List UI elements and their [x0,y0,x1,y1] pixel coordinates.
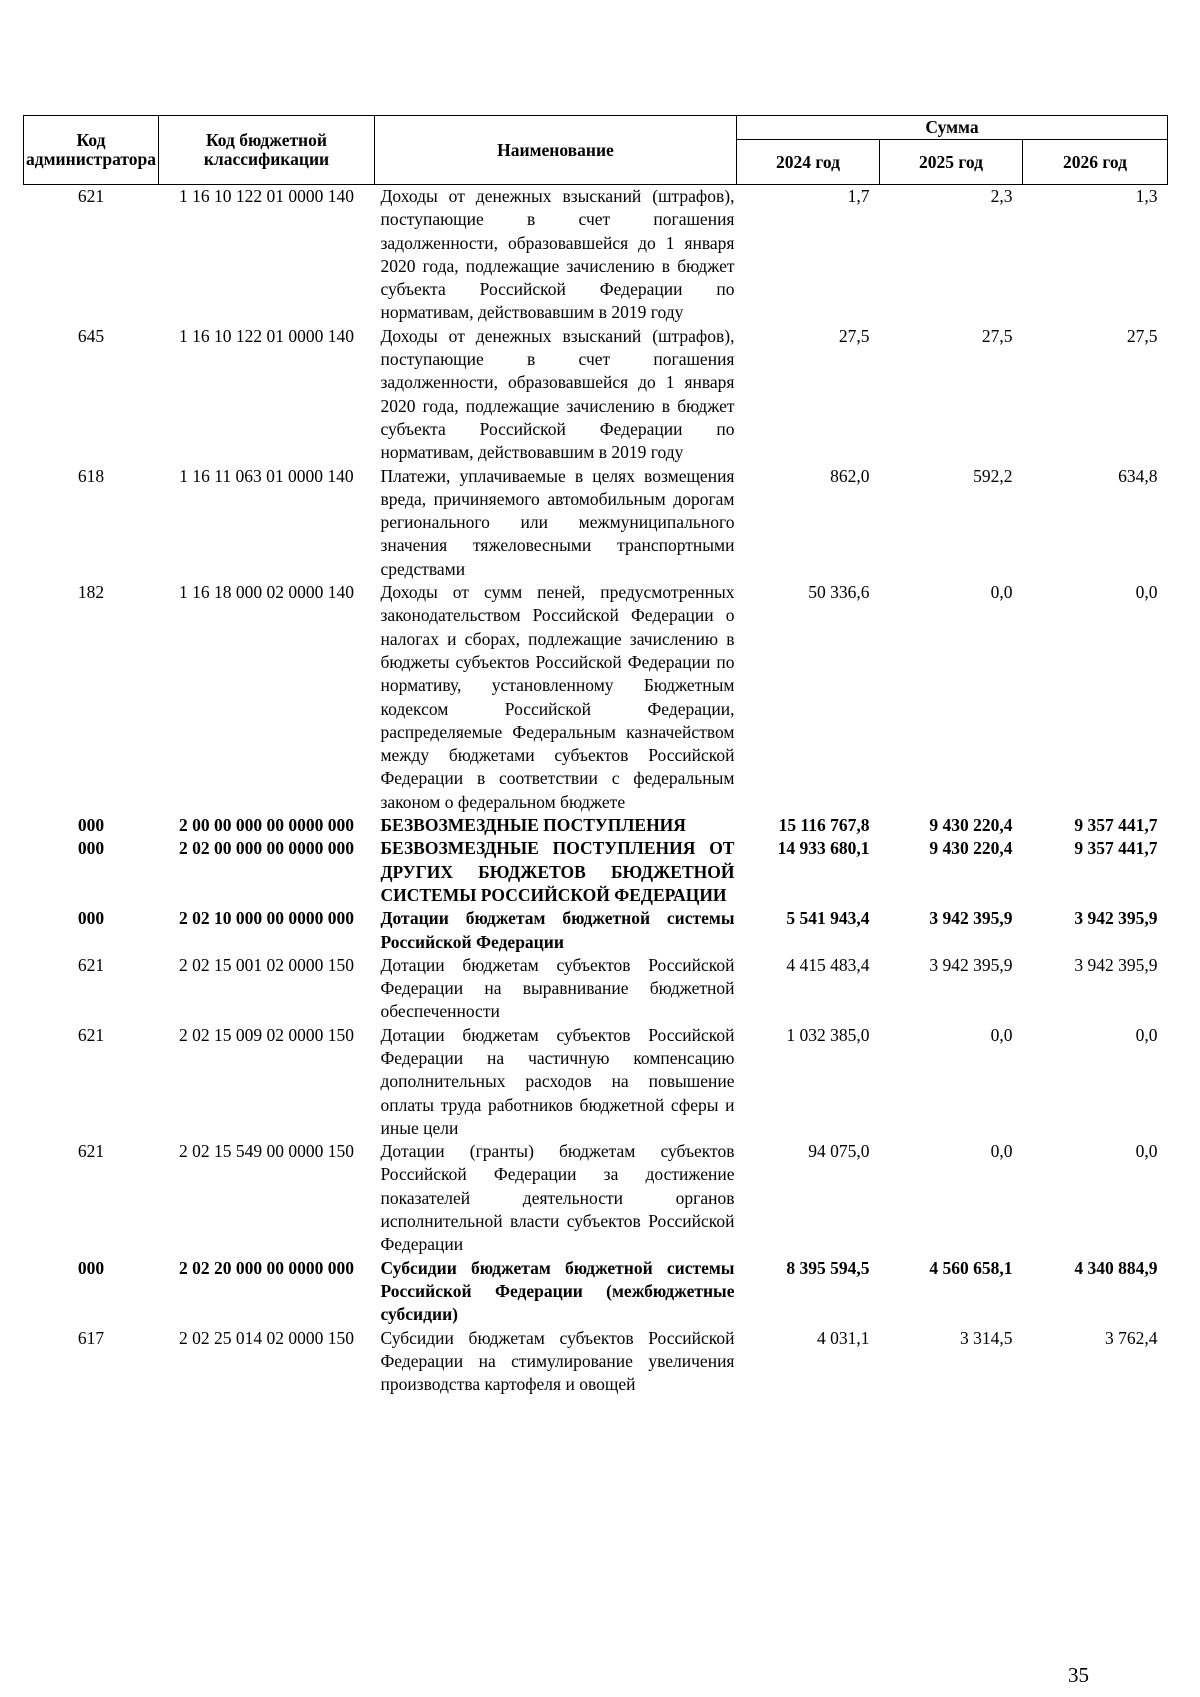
sum-2026-cell: 1,3 [1135,186,1158,206]
table-row [24,465,1168,581]
page-number: 35 [1068,1663,1089,1687]
budget-code-cell: 2 02 15 009 02 0000 150 [178,1024,354,1045]
table-row [24,837,1168,907]
name-cell: БЕЗВОЗМЕЗДНЫЕ ПОСТУПЛЕНИЯ ОТ ДРУГИХ БЮДЖЕТОВ БЮДЖЕТНОЙ СИСТЕМЫ РОССИЙСКОЙ ФЕДЕРАЦИИ [380,838,735,905]
sum-2026-cell: 0,0 [1135,1141,1158,1162]
admin-code-cell: 621 [77,1141,105,1162]
sum-2024-cell: 1 032 385,0 [786,1024,870,1045]
admin-code-cell: 000 [77,838,105,859]
sum-2025-cell: 4 560 658,1 [929,1257,1013,1278]
budget-code-cell: 2 02 10 000 00 0000 000 [178,908,354,929]
table-row [24,1327,1168,1397]
header-admin-code: Код администратора [24,116,159,185]
admin-code-cell: 621 [77,1024,105,1045]
sum-2026-cell: 0,0 [1135,582,1158,603]
admin-code-cell: 621 [77,186,105,206]
sum-2025-cell: 3 942 395,9 [929,908,1013,929]
budget-code-cell: 2 02 00 000 00 0000 000 [178,838,354,859]
name-cell: Платежи, уплачиваемые в целях возмещения вреда, причиняемого автомобильным дорогам регионального или межмуниципального значения тяжеловесными транспортными средствами [380,465,735,579]
name-cell: БЕЗВОЗМЕЗДНЫЕ ПОСТУПЛЕНИЯ [380,815,686,836]
budget-code-cell: 2 00 00 000 00 0000 000 [178,815,354,836]
sum-2026-cell: 3 942 395,9 [1074,908,1158,929]
table-row [24,325,1168,465]
budget-code-cell: 1 16 10 122 01 0000 140 [178,325,354,346]
header-year-2025: 2025 год [879,140,1022,185]
sum-2024-cell: 15 116 767,8 [778,815,870,836]
sum-2024-cell: 862,0 [830,465,870,486]
name-cell: Доходы от денежных взысканий (штрафов), поступающие в счет погашения задолженности, образовавшейся до 1 января 2020 года, подлежащие зачислению в бюджет субъекта Российской Федерации по нормативам, действовавшим в 2019 году [380,325,735,463]
budget-code-cell: 1 16 10 122 01 0000 140 [178,186,354,206]
sum-2025-cell: 0,0 [990,1141,1013,1162]
header-budget-code: Код бюджетной классификации [158,116,374,185]
table-row [24,185,1168,325]
sum-2026-cell: 9 357 441,7 [1074,838,1158,859]
sum-2024-cell: 5 541 943,4 [786,908,870,929]
sum-2025-cell: 2,3 [990,186,1013,206]
sum-2026-cell: 3 762,4 [1104,1327,1158,1348]
table-row [24,1140,1168,1256]
admin-code-cell: 618 [77,465,105,486]
sum-2026-cell: 3 942 395,9 [1074,954,1158,975]
sum-2026-cell: 0,0 [1135,1024,1158,1045]
name-cell: Дотации (гранты) бюджетам субъектов Российской Федерации за достижение показателей деятельности органов исполнительной власти субъектов Российской Федерации [380,1141,735,1255]
table-body [24,185,1168,1397]
admin-code-cell: 000 [77,1257,105,1278]
table-row [24,907,1168,954]
name-cell: Доходы от денежных взысканий (штрафов), поступающие в счет погашения задолженности, образовавшейся до 1 января 2020 года, подлежащие зачислению в бюджет субъекта Российской Федерации по нормативам, действовавшим в 2019 году [380,186,735,323]
sum-2025-cell: 27,5 [981,325,1013,346]
admin-code-cell: 182 [77,582,105,603]
name-cell: Дотации бюджетам субъектов Российской Федерации на частичную компенсацию дополнительных расходов на повышение оплаты труда работников бюджетной сферы и иные цели [380,1024,735,1138]
table-row [24,1024,1168,1140]
admin-code-cell: 617 [77,1327,105,1348]
budget-code-cell: 2 02 25 014 02 0000 150 [178,1327,354,1348]
header-year-2026: 2026 год [1022,140,1167,185]
sum-2025-cell: 3 314,5 [959,1327,1013,1348]
budget-code-cell: 2 02 15 549 00 0000 150 [178,1141,354,1162]
sum-2025-cell: 592,2 [973,465,1013,486]
sum-2025-cell: 0,0 [990,582,1013,603]
name-cell: Субсидии бюджетам субъектов Российской Федерации на стимулирование увеличения производства картофеля и овощей [380,1327,735,1395]
sum-2025-cell: 9 430 220,4 [929,815,1013,836]
sum-2025-cell: 9 430 220,4 [929,838,1013,859]
name-cell: Субсидии бюджетам бюджетной системы Российской Федерации (межбюджетные субсидии) [380,1257,735,1325]
sum-2024-cell: 14 933 680,1 [777,838,870,859]
table-row [24,581,1168,814]
header-name: Наименование [374,116,736,185]
name-cell: Дотации бюджетам субъектов Российской Федерации на выравнивание бюджетной обеспеченности [380,954,735,1022]
sum-2026-cell: 9 357 441,7 [1074,815,1158,836]
name-cell: Дотации бюджетам бюджетной системы Российской Федерации [380,908,735,952]
revenue-table [23,115,1168,1396]
sum-2026-cell: 634,8 [1118,465,1158,486]
admin-code-cell: 621 [77,954,105,975]
sum-2024-cell: 1,7 [847,186,870,206]
table-row [24,814,1168,837]
sum-2024-cell: 27,5 [838,325,870,346]
sum-2026-cell: 27,5 [1126,325,1158,346]
header-year-2024: 2024 год [736,140,879,185]
name-cell: Доходы от сумм пеней, предусмотренных законодательством Российской Федерации о налогах и сборах, подлежащие зачислению в бюджеты субъектов Российской Федерации по нормативу, установленному Бюджетным кодексом Российской Федерации, распределяемые Федеральным казначейством между бюджетами субъектов Российской Федерации в соответствии с федеральным законом о федеральном бюджете [380,582,735,812]
sum-2024-cell: 8 395 594,5 [786,1257,870,1278]
table-header [24,116,1168,185]
sum-2024-cell: 4 031,1 [816,1327,870,1348]
sum-2024-cell: 4 415 483,4 [786,954,870,975]
budget-code-cell: 1 16 11 063 01 0000 140 [179,465,354,486]
table-row [24,954,1168,1024]
sum-2025-cell: 0,0 [990,1024,1013,1045]
budget-code-cell: 2 02 20 000 00 0000 000 [178,1257,354,1278]
sum-2025-cell: 3 942 395,9 [929,954,1013,975]
admin-code-cell: 645 [77,325,105,346]
sum-2024-cell: 94 075,0 [808,1141,870,1162]
budget-code-cell: 1 16 18 000 02 0000 140 [178,582,354,603]
admin-code-cell: 000 [77,908,105,929]
admin-code-cell: 000 [77,815,105,836]
sum-2026-cell: 4 340 884,9 [1074,1257,1158,1278]
budget-code-cell: 2 02 15 001 02 0000 150 [178,954,354,975]
table-row [24,1257,1168,1327]
sum-2024-cell: 50 336,6 [808,582,870,603]
header-sum: Сумма [736,116,1167,140]
